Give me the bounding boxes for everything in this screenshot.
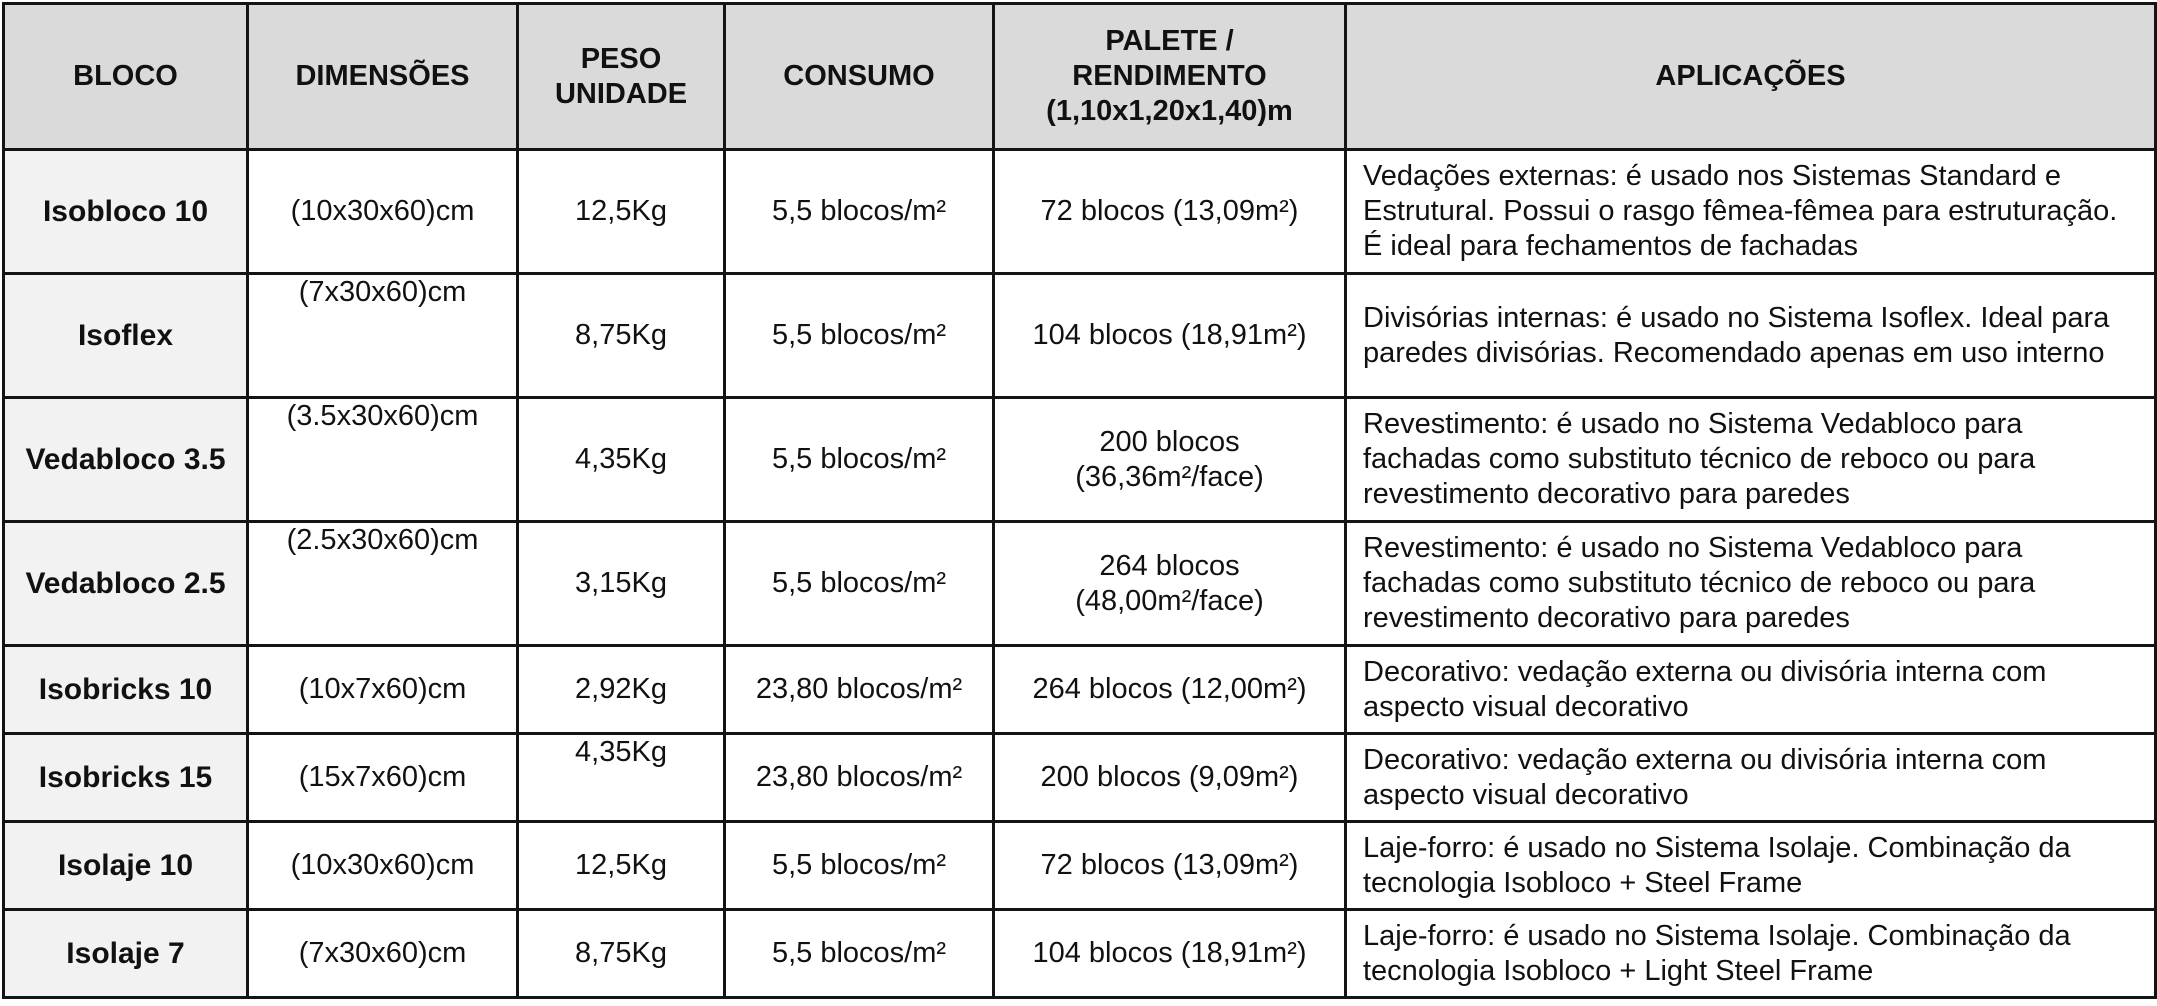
cell-palete — [994, 522, 1346, 646]
cell-consumo: 5,5 blocos/m² — [725, 398, 994, 522]
cell-palete-line1: 200 blocos (9,09m²) — [1040, 761, 1299, 793]
cell-palete-line1: 104 blocos (18,91m²) — [1032, 319, 1307, 351]
cell-palete-line1: 104 blocos (18,91m²) — [1032, 937, 1307, 969]
cell-palete — [994, 646, 1346, 734]
cell-palete — [994, 734, 1346, 822]
table-row — [4, 274, 2156, 398]
table-row — [4, 646, 2156, 734]
cell-peso: 2,92Kg — [518, 646, 725, 734]
cell-consumo: 5,5 blocos/m² — [725, 150, 994, 274]
table-row — [4, 150, 2156, 274]
header-consumo: CONSUMO — [725, 4, 994, 150]
cell-aplicacoes: Laje-forro: é usado no Sistema Isolaje. Combinação da tecnologia Isobloco + Light Steel Frame — [1346, 910, 2156, 998]
header-dimensoes: DIMENSÕES — [248, 4, 518, 150]
header-aplicacoes: APLICAÇÕES — [1346, 4, 2156, 150]
cell-palete-line1: 264 blocos — [1099, 549, 1240, 582]
cell-bloco: Vedabloco 3.5 — [4, 398, 248, 522]
cell-peso: 4,35Kg — [518, 734, 725, 822]
cell-palete — [994, 910, 1346, 998]
cell-bloco: Isobloco 10 — [4, 150, 248, 274]
cell-consumo: 23,80 blocos/m² — [725, 646, 994, 734]
cell-peso: 3,15Kg — [518, 522, 725, 646]
cell-palete — [994, 398, 1346, 522]
table-row — [4, 522, 2156, 646]
header-row — [4, 4, 2156, 150]
cell-dimensoes: (7x30x60)cm — [248, 274, 518, 398]
cell-palete — [994, 822, 1346, 910]
cell-aplicacoes: Laje-forro: é usado no Sistema Isolaje. Combinação da tecnologia Isobloco + Steel Frame — [1346, 822, 2156, 910]
cell-palete-line1: 200 blocos — [1099, 425, 1240, 458]
table-row — [4, 910, 2156, 998]
header-palete-line2: RENDIMENTO — [1072, 60, 1267, 92]
block-spec-table — [2, 2, 2157, 999]
table-row — [4, 734, 2156, 822]
cell-aplicacoes: Vedações externas: é usado nos Sistemas Standard e Estrutural. Possui o rasgo fêmea-fêmea para estruturação. É ideal para fechamentos de fachadas — [1346, 150, 2156, 274]
cell-dimensoes: (10x30x60)cm — [248, 822, 518, 910]
cell-palete — [994, 274, 1346, 398]
cell-dimensoes: (7x30x60)cm — [248, 910, 518, 998]
cell-bloco: Isobricks 15 — [4, 734, 248, 822]
cell-dimensoes: (15x7x60)cm — [248, 734, 518, 822]
cell-bloco: Isoflex — [4, 274, 248, 398]
cell-palete — [994, 150, 1346, 274]
cell-aplicacoes: Divisórias internas: é usado no Sistema Isoflex. Ideal para paredes divisórias. Recomendado apenas em uso interno — [1346, 274, 2156, 398]
cell-consumo: 5,5 blocos/m² — [725, 274, 994, 398]
cell-dimensoes: (10x7x60)cm — [248, 646, 518, 734]
cell-palete-line2: (48,00m²/face) — [1075, 584, 1264, 617]
cell-peso: 12,5Kg — [518, 150, 725, 274]
cell-palete-line1: 264 blocos (12,00m²) — [1032, 673, 1307, 705]
cell-consumo: 23,80 blocos/m² — [725, 734, 994, 822]
cell-palete-line1: 72 blocos (13,09m²) — [1040, 849, 1299, 881]
cell-peso: 12,5Kg — [518, 822, 725, 910]
header-palete-line1: PALETE / — [1105, 25, 1234, 57]
cell-peso: 4,35Kg — [518, 398, 725, 522]
cell-consumo: 5,5 blocos/m² — [725, 522, 994, 646]
table-row — [4, 398, 2156, 522]
header-palete — [994, 4, 1346, 150]
cell-palete-line2: (36,36m²/face) — [1075, 460, 1264, 493]
cell-consumo: 5,5 blocos/m² — [725, 822, 994, 910]
cell-aplicacoes: Revestimento: é usado no Sistema Vedabloco para fachadas como substituto técnico de reboco ou para revestimento decorativo para paredes — [1346, 522, 2156, 646]
cell-palete-line1: 72 blocos (13,09m²) — [1040, 195, 1299, 227]
cell-bloco: Isolaje 10 — [4, 822, 248, 910]
cell-dimensoes: (3.5x30x60)cm — [248, 398, 518, 522]
cell-aplicacoes: Revestimento: é usado no Sistema Vedabloco para fachadas como substituto técnico de reboco ou para revestimento decorativo para paredes — [1346, 398, 2156, 522]
cell-dimensoes: (2.5x30x60)cm — [248, 522, 518, 646]
cell-bloco: Isolaje 7 — [4, 910, 248, 998]
cell-consumo: 5,5 blocos/m² — [725, 910, 994, 998]
cell-peso: 8,75Kg — [518, 910, 725, 998]
cell-bloco: Vedabloco 2.5 — [4, 522, 248, 646]
cell-peso: 8,75Kg — [518, 274, 725, 398]
header-peso: PESO UNIDADE — [518, 4, 725, 150]
cell-dimensoes: (10x30x60)cm — [248, 150, 518, 274]
table-row — [4, 822, 2156, 910]
cell-aplicacoes: Decorativo: vedação externa ou divisória interna com aspecto visual decorativo — [1346, 646, 2156, 734]
cell-bloco: Isobricks 10 — [4, 646, 248, 734]
header-palete-line3: (1,10x1,20x1,40)m — [1046, 95, 1293, 127]
header-bloco: BLOCO — [4, 4, 248, 150]
cell-aplicacoes: Decorativo: vedação externa ou divisória interna com aspecto visual decorativo — [1346, 734, 2156, 822]
